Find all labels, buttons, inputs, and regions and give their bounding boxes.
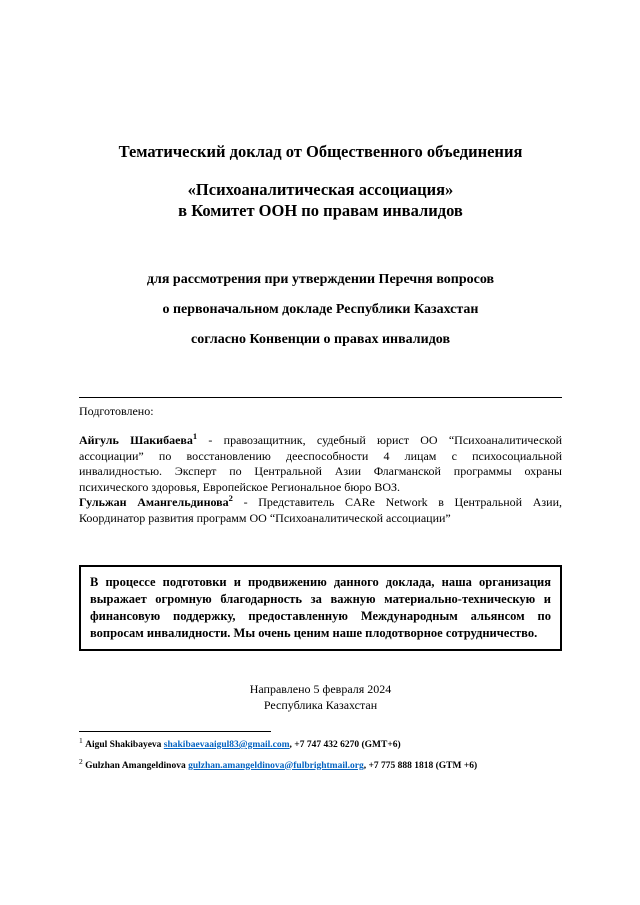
author-description-2: - Представитель CARe Network в Центральной Азии, Координатор развития программ ОО “Психоаналитической ассоциации” bbox=[79, 495, 562, 525]
footnote-author-2: Gulzhan Amangeldinova bbox=[85, 760, 189, 771]
footnote-contact-1: , +7 747 432 6270 (GMT+6) bbox=[289, 740, 401, 750]
title-line-1: Тематический доклад от Общественного объединения bbox=[118, 142, 523, 161]
document-subtitle bbox=[79, 265, 562, 355]
author-description-1: - правозащитник, судебный юрист ОО “Психоаналитической ассоциации” по восстановлению дееспособности 4 лицам с психосоциальной инвалидностью. Эксперт по Центральной Азии Флагманской программы охраны психического здоровья, Европейское Региональное бюро ВОЗ. bbox=[79, 433, 562, 494]
footnote-ref-1: 1 bbox=[192, 431, 198, 441]
sent-block bbox=[79, 682, 562, 713]
author-name-1: Айгуль Шакибаева bbox=[79, 433, 193, 447]
footnote-marker-2: 2 bbox=[79, 756, 83, 766]
author-paragraph-2 bbox=[79, 495, 562, 526]
subtitle-line-2: о первоначальном докладе Республики Казахстан bbox=[162, 302, 479, 317]
authors-section bbox=[79, 433, 562, 526]
footnote-email-link-1[interactable]: shakibaevaaigul83@gmail.com bbox=[163, 740, 290, 750]
document-title bbox=[79, 142, 562, 221]
footnote-1 bbox=[79, 735, 562, 752]
title-line-3: в Комитет ООН по правам инвалидов bbox=[178, 201, 463, 220]
acknowledgement-text: В процессе подготовки и продвижению данного доклада, наша организация выражает огромную благодарность за важную материально-техническую и финансовую поддержку, предоставленную Международным альянсом по вопросам инвалидности. Мы очень ценим наше плодотворное сотрудничество. bbox=[90, 575, 551, 640]
footnote-contact-2: , +7 775 888 1818 (GTM +6) bbox=[363, 760, 478, 771]
footnote-2 bbox=[79, 756, 562, 773]
prepared-label: Подготовлено: bbox=[79, 404, 154, 418]
footnote-ref-2: 2 bbox=[228, 493, 233, 503]
sent-date-line: Направлено 5 февраля 2024 bbox=[249, 682, 392, 696]
subtitle-line-1: для рассмотрения при утверждении Перечня вопросов bbox=[146, 272, 495, 287]
footnote-marker-1: 1 bbox=[79, 735, 83, 745]
acknowledgement-box bbox=[79, 565, 562, 651]
author-paragraph-1 bbox=[79, 433, 562, 495]
horizontal-rule bbox=[79, 397, 562, 398]
subtitle-line-3: согласно Конвенции о правах инвалидов bbox=[191, 332, 450, 347]
footnote-author-1: Aigul Shakibayeva bbox=[85, 740, 164, 750]
sent-country-line: Республика Казахстан bbox=[263, 697, 378, 712]
title-line-2: «Психоаналитическая ассоциация» bbox=[187, 180, 454, 199]
footnote-separator bbox=[79, 731, 271, 732]
author-name-2: Гульжан Амангельдинова bbox=[79, 495, 229, 509]
footnotes-section bbox=[79, 731, 562, 780]
footnote-email-link-2[interactable]: gulzhan.amangeldinova@fulbrightmail.org bbox=[188, 760, 364, 771]
